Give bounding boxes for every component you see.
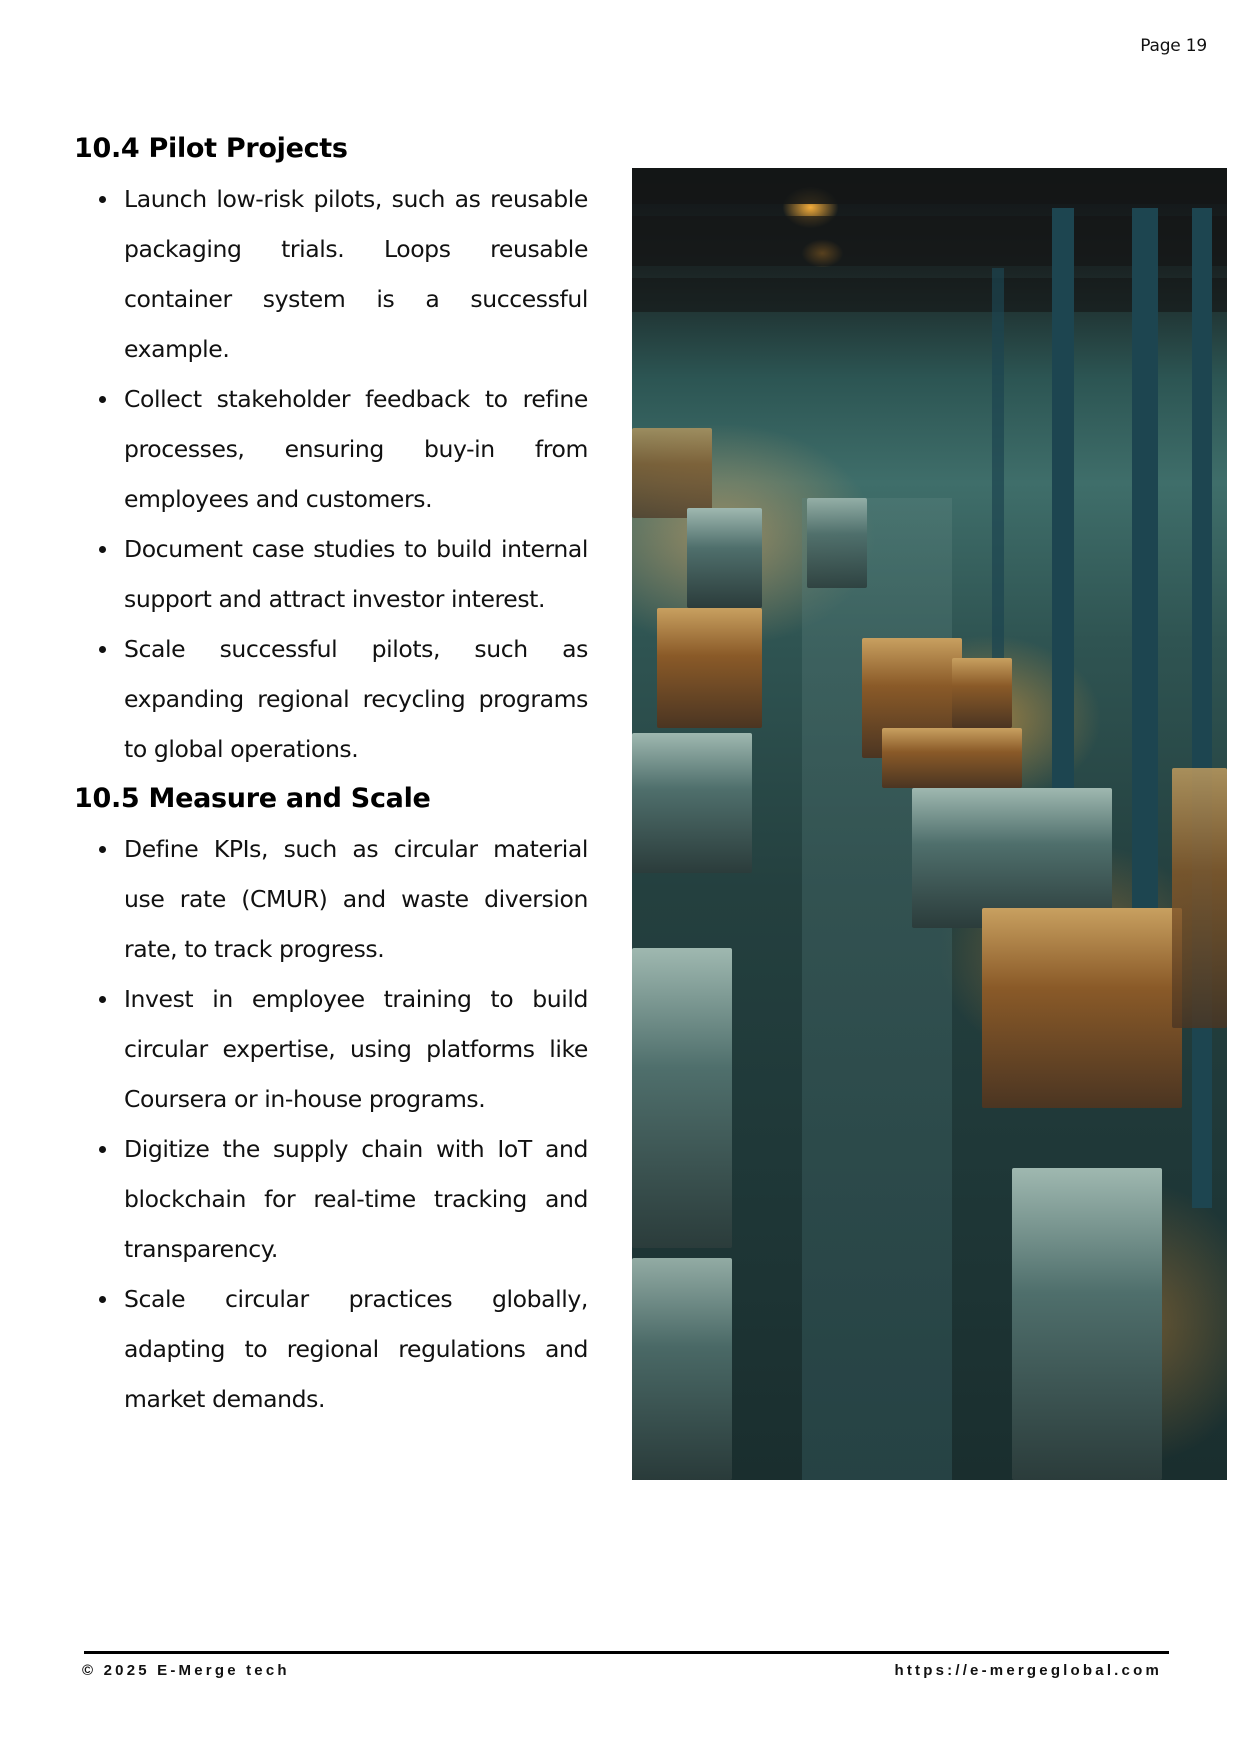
steel-column [1052, 208, 1074, 828]
list-item [74, 374, 588, 524]
list-item-text: Define KPIs, such as circular material use rate (CMUR) and waste diversion rate, to track progress. [124, 835, 588, 963]
pallet-stack [912, 788, 1112, 928]
list-item-text: Digitize the supply chain with IoT and blockchain for real-time tracking and transparency. [124, 1135, 588, 1263]
pallet-stack [632, 428, 712, 518]
pallet-stack [982, 908, 1182, 1108]
list-item [74, 824, 588, 974]
pallet-stack [632, 733, 752, 873]
pallet-stack [807, 498, 867, 588]
list-item [74, 1124, 588, 1274]
list-item-text: Invest in employee training to build circular expertise, using platforms like Coursera or in-house programs. [124, 985, 588, 1113]
list-item [74, 1274, 588, 1424]
measure-and-scale-list [74, 824, 588, 1424]
steel-column [1192, 208, 1212, 1208]
bullet-icon [99, 646, 106, 653]
steel-column [992, 268, 1004, 668]
list-item [74, 974, 588, 1124]
pallet-stack [882, 728, 1022, 788]
bullet-icon [99, 396, 106, 403]
pallet-stack [657, 608, 762, 728]
list-item-text: Launch low-risk pilots, such as reusable packaging trials. Loops reusable container system is a successful example. [124, 185, 588, 363]
bullet-icon [99, 1296, 106, 1303]
footer-divider [84, 1651, 1169, 1654]
list-item-text: Collect stakeholder feedback to refine processes, ensuring buy-in from employees and customers. [124, 385, 588, 513]
pallet-stack [687, 508, 762, 608]
bullet-icon [99, 1146, 106, 1153]
list-item-text: Scale successful pilots, such as expanding regional recycling programs to global operations. [124, 635, 588, 763]
pallet-stack [1012, 1168, 1162, 1480]
list-item-text: Document case studies to build internal support and attract investor interest. [124, 535, 588, 613]
bullet-icon [99, 196, 106, 203]
section-heading-measure-and-scale: 10.5 Measure and Scale [74, 783, 431, 814]
list-item [74, 524, 588, 624]
pallet-stack [952, 658, 1012, 728]
pallet-stack [632, 1258, 732, 1480]
main-content [74, 124, 588, 1424]
list-item [74, 174, 588, 374]
pilot-projects-list [74, 174, 588, 774]
list-item-text: Scale circular practices globally, adapting to regional regulations and market demands. [124, 1285, 588, 1413]
gantry-beam [632, 168, 1227, 204]
steel-column [1132, 208, 1158, 968]
pallet-stack [632, 948, 732, 1248]
list-item [74, 624, 588, 774]
section-heading-pilot-projects: 10.4 Pilot Projects [74, 133, 348, 164]
footer-url[interactable]: https://e-mergeglobal.com [894, 1662, 1162, 1679]
bullet-icon [99, 846, 106, 853]
bullet-icon [99, 996, 106, 1003]
page-number: Page 19 [1140, 36, 1207, 56]
warehouse-photo [632, 168, 1227, 1480]
footer-copyright: © 2025 E-Merge tech [82, 1662, 290, 1679]
bullet-icon [99, 546, 106, 553]
pallet-stack [1172, 768, 1227, 1028]
